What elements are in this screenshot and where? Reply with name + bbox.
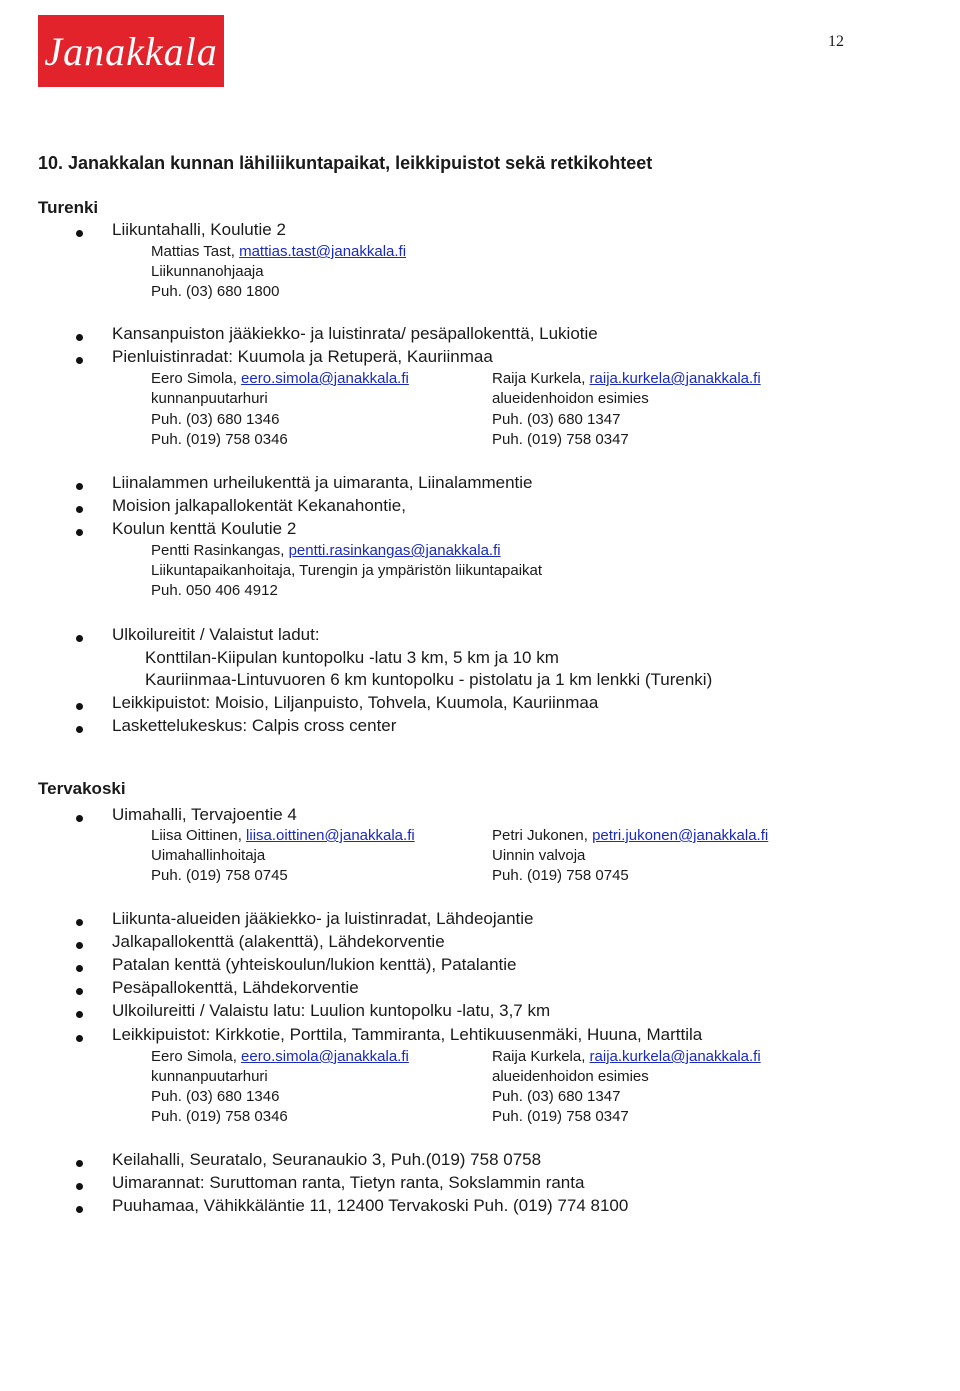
item-puuhamaa: Puuhamaa, Vähikkäläntie 11, 12400 Tervakoski Puh. (019) 774 8100 — [112, 1196, 629, 1215]
contact-name: Raija Kurkela, — [492, 370, 590, 387]
contact-phone: Puh. (019) 758 0745 — [151, 867, 288, 884]
contact-phone: Puh. 050 406 4912 — [151, 582, 278, 599]
bullet — [76, 942, 83, 949]
contact-phone: Puh. (03) 680 1347 — [492, 1088, 621, 1105]
bullet — [76, 357, 83, 364]
contact-liisa — [151, 827, 415, 844]
contact-role: alueidenhoidon esimies — [492, 1068, 649, 1085]
section-title-tervakoski: Tervakoski — [38, 779, 126, 798]
item-koulun-kentta: Koulun kenttä Koulutie 2 — [112, 519, 297, 538]
contact-phone: Puh. (019) 758 0346 — [151, 431, 288, 448]
contact-mattias — [151, 243, 406, 260]
contact-phone: Puh. (03) 680 1347 — [492, 411, 621, 428]
item-kauriinmaa: Kauriinmaa-Lintuvuoren 6 km kuntopolku - pistolatu ja 1 km lenkki (Turenki) — [145, 670, 713, 689]
bullet — [76, 1206, 83, 1213]
contact-phone: Puh. (019) 758 0346 — [151, 1108, 288, 1125]
bullet — [76, 703, 83, 710]
contact-raija — [492, 1048, 761, 1065]
bullet — [76, 529, 83, 536]
bullet — [76, 726, 83, 733]
contact-role: Liikuntapaikanhoitaja, Turengin ja ympäristön liikuntapaikat — [151, 562, 543, 579]
contact-role: kunnanpuutarhuri — [151, 1068, 268, 1085]
email-link[interactable]: raija.kurkela@janakkala.fi — [589, 370, 761, 387]
item-moisio: Moision jalkapallokentät Kekanahontie, — [112, 496, 406, 515]
page-number: 12 — [828, 33, 844, 50]
item-uimarannat: Uimarannat: Suruttoman ranta, Tietyn ranta, Sokslammin ranta — [112, 1173, 585, 1192]
section-title-turenki: Turenki — [38, 198, 99, 217]
bullet — [76, 919, 83, 926]
item-ulkoilureitti: Ulkoilureitti / Valaistu latu: Luulion kuntopolku -latu, 3,7 km — [112, 1001, 551, 1020]
contact-phone: Puh. (019) 758 0347 — [492, 1108, 629, 1125]
bullet — [76, 1183, 83, 1190]
email-link[interactable]: liisa.oittinen@janakkala.fi — [246, 827, 415, 844]
contact-phone: Puh. (03) 680 1346 — [151, 411, 280, 428]
contact-role: alueidenhoidon esimies — [492, 390, 649, 407]
contact-name: Eero Simola, — [151, 370, 242, 387]
bullet — [76, 230, 83, 237]
contact-phone: Puh. (03) 680 1346 — [151, 1088, 280, 1105]
item-leikkipuistot: Leikkipuistot: Kirkkotie, Porttila, Tammiranta, Lehtikuusenmäki, Huuna, Marttila — [112, 1025, 703, 1044]
item-pienluistin: Pienluistinradat: Kuumola ja Retuperä, Kauriinmaa — [112, 347, 493, 366]
bullet — [76, 334, 83, 341]
contact-name: Eero Simola, — [151, 1048, 242, 1065]
document-heading: 10. Janakkalan kunnan lähiliikuntapaikat, leikkipuistot sekä retkikohteet — [38, 153, 653, 173]
contact-eero — [151, 1048, 409, 1065]
bullet — [76, 1035, 83, 1042]
email-link[interactable]: pentti.rasinkangas@janakkala.fi — [288, 542, 501, 559]
item-konttila: Konttilan-Kiipulan kuntopolku -latu 3 km, 5 km ja 10 km — [145, 648, 559, 667]
item-liikunta-alueet: Liikunta-alueiden jääkiekko- ja luistinradat, Lähdeojantie — [112, 909, 534, 928]
contact-role: Liikunnanohjaaja — [151, 263, 264, 280]
item-leikkipuistot: Leikkipuistot: Moisio, Liljanpuisto, Tohvela, Kuumola, Kauriinmaa — [112, 693, 599, 712]
contact-name: Liisa Oittinen, — [151, 827, 247, 844]
contact-petri — [492, 827, 768, 844]
janakkala-logo — [38, 15, 224, 87]
item-keilahalli: Keilahalli, Seuratalo, Seuranaukio 3, Puh.(019) 758 0758 — [112, 1150, 542, 1169]
bullet — [76, 965, 83, 972]
item-ulkoilureitit: Ulkoilureitit / Valaistut ladut: — [112, 625, 320, 644]
bullet — [76, 1160, 83, 1167]
contact-name: Raija Kurkela, — [492, 1048, 590, 1065]
contact-phone: Puh. (019) 758 0347 — [492, 431, 629, 448]
item-patalan-kentta: Patalan kenttä (yhteiskoulun/lukion kenttä), Patalantie — [112, 955, 517, 974]
contact-role: Uinnin valvoja — [492, 847, 586, 864]
contact-phone: Puh. (019) 758 0745 — [492, 867, 629, 884]
logo-text: Janakkala — [44, 28, 218, 74]
contact-name: Pentti Rasinkangas, — [151, 542, 289, 559]
item-uimahalli: Uimahalli, Tervajoentie 4 — [112, 805, 297, 824]
bullet — [76, 1011, 83, 1018]
contact-raija — [492, 370, 761, 387]
contact-role: kunnanpuutarhuri — [151, 390, 268, 407]
contact-eero — [151, 370, 409, 387]
item-liikuntahalli: Liikuntahalli, Koulutie 2 — [112, 220, 286, 239]
item-pesapallokentta: Pesäpallokenttä, Lähdekorventie — [112, 978, 359, 997]
contact-name: Mattias Tast, — [151, 243, 240, 260]
bullet — [76, 483, 83, 490]
contact-role: Uimahallinhoitaja — [151, 847, 266, 864]
bullet — [76, 988, 83, 995]
email-link[interactable]: petri.jukonen@janakkala.fi — [592, 827, 769, 844]
contact-phone: Puh. (03) 680 1800 — [151, 283, 280, 300]
item-kansanpuisto: Kansanpuiston jääkiekko- ja luistinrata/ pesäpallokenttä, Lukiotie — [112, 324, 598, 343]
email-link[interactable]: eero.simola@janakkala.fi — [241, 370, 409, 387]
bullet — [76, 506, 83, 513]
contact-name: Petri Jukonen, — [492, 827, 593, 844]
bullet — [76, 635, 83, 642]
bullet — [76, 815, 83, 822]
item-liinalampi: Liinalammen urheilukenttä ja uimaranta, Liinalammentie — [112, 473, 533, 492]
item-laskettelu: Laskettelukeskus: Calpis cross center — [112, 716, 397, 735]
email-link[interactable]: raija.kurkela@janakkala.fi — [589, 1048, 761, 1065]
item-jalkapallokentta: Jalkapallokenttä (alakenttä), Lähdekorventie — [112, 932, 445, 951]
contact-pentti — [151, 542, 501, 559]
email-link[interactable]: mattias.tast@janakkala.fi — [239, 243, 407, 260]
email-link[interactable]: eero.simola@janakkala.fi — [241, 1048, 409, 1065]
